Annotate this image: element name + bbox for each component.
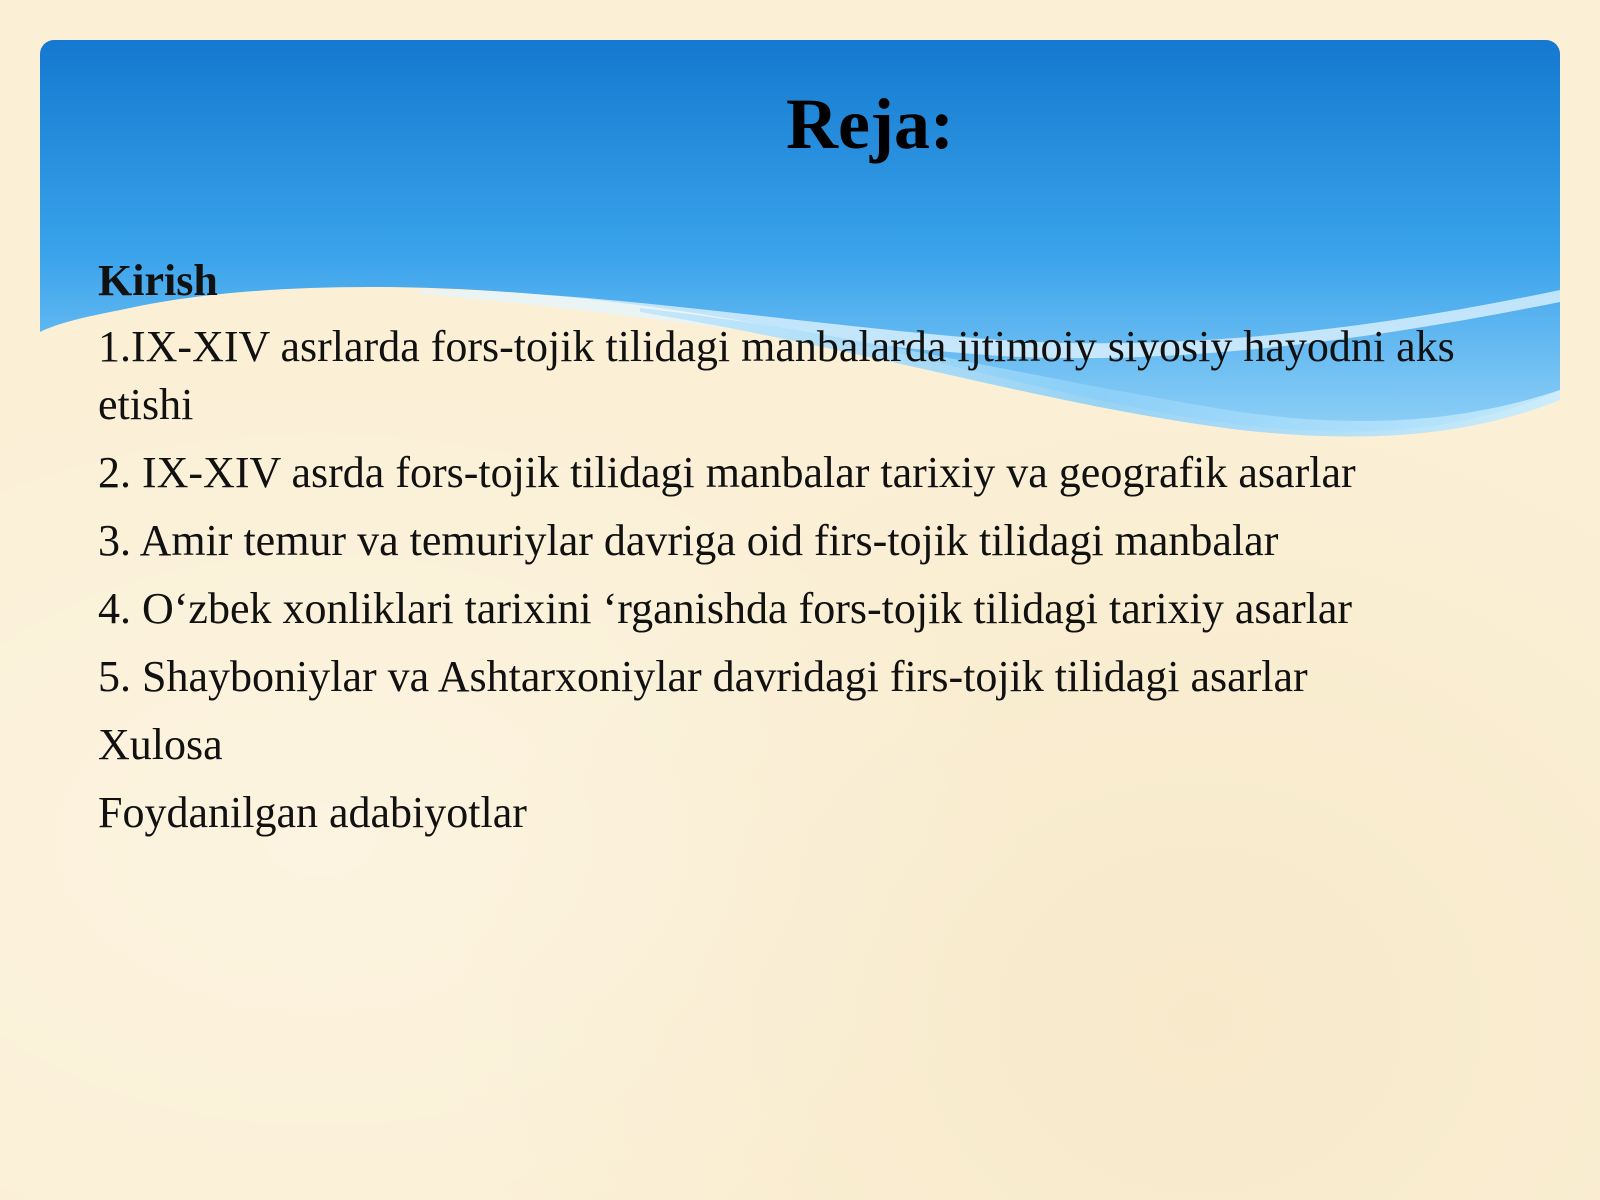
list-item-references: Foydanilgan adabiyotlar [98, 788, 527, 837]
slide-title: Reja: [786, 84, 954, 164]
list-item-intro: Kirish [98, 256, 218, 305]
plan-list [98, 252, 1518, 852]
list-item-2: 2. IX-XIV asrda fors-tojik tilidagi manbalar tarixiy va geografik asarlar [98, 448, 1356, 497]
list-item-1: 1.IX-XIV asrlarda fors-tojik tilidagi manbalarda ijtimoiy siyosiy hayodni aks etishi [98, 322, 1455, 429]
list-item-5: 5. Shayboniylar va Ashtarxoniylar davridagi firs-tojik tilidagi asarlar [98, 652, 1308, 701]
list-item-4: 4. O‘zbek xonliklari tarixini ‘rganishda fors-tojik tilidagi tarixiy asarlar [98, 584, 1353, 633]
list-item-conclusion: Xulosa [98, 720, 223, 769]
list-item-3: 3. Amir temur va temuriylar davriga oid firs-tojik tilidagi manbalar [98, 516, 1279, 565]
